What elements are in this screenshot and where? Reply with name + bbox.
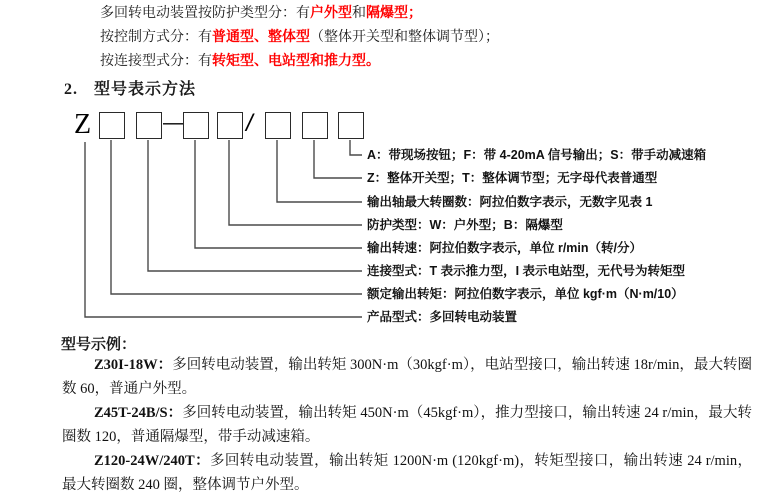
diagram-label-connection: 连接型式：T 表示推力型，I 表示电站型，无代号为转矩型: [367, 264, 686, 278]
section-title: 型号表示方法: [94, 81, 197, 98]
diagram-label-protection: 防护类型：W：户外型；B：隔爆型: [367, 218, 563, 232]
section-number: 2.: [64, 81, 78, 98]
diagram-label-options: A：带现场按钮；F：带 4-20mA 信号输出；S：带手动减速箱: [367, 148, 707, 162]
example-model-number: Z120-24W/240T：: [94, 453, 210, 469]
model-code-box-6: [302, 112, 328, 139]
slash-separator: /: [246, 110, 253, 137]
highlight-torque-station-thrust-type: 转矩型、电站型和推力型。: [212, 54, 380, 69]
diagram-label-product-type: 产品型式：多回转电动装置: [367, 310, 518, 324]
diagram-label-max-turns: 输出轴最大转圈数：阿拉伯数字表示，无数字见表 1: [367, 195, 653, 209]
intro-text: （整体开关型和整体调节型）；: [310, 30, 499, 45]
diagram-label-control-type: Z：整体开关型；T：整体调节型；无字母代表普通型: [367, 171, 658, 185]
examples-heading: 型号示例：: [61, 336, 137, 353]
model-prefix-letter: Z: [74, 109, 92, 140]
section-heading: [64, 76, 196, 99]
model-code-box-3: [183, 112, 209, 139]
example-item-1: [62, 354, 752, 402]
intro-text: 按连接型式分：有: [100, 54, 212, 69]
highlight-explosionproof-type: 隔爆型；: [366, 6, 422, 21]
model-code-box-7: [338, 112, 364, 139]
model-code-box-2: [136, 112, 162, 139]
example-description: 多回转电动装置，输出转矩 1200N·m (120kgf·m)，转矩型接口，输出转速 24 r/min，最大转圈数 240 圈，整体调节户外型。: [62, 453, 753, 493]
dash-separator: —: [163, 112, 183, 134]
intro-text: 和: [352, 6, 366, 21]
highlight-outdoor-type: 户外型: [310, 6, 352, 21]
model-code-box-5: [265, 112, 291, 139]
example-description: 多回转电动装置，输出转矩 300N·m（30kgf·m），电站型接口，输出转速 18r/min，最大转圈数 60，普通户外型。: [62, 357, 752, 397]
intro-line-control-modes: [100, 29, 499, 46]
intro-text: 多回转电动装置按防护类型分：有: [100, 6, 310, 21]
intro-line-connection-types: [100, 53, 380, 70]
example-model-number: Z30I-18W：: [94, 357, 173, 373]
example-description: 多回转电动装置，输出转矩 450N·m（45kgf·m），推力型接口，输出转速 24 r/min，最大转圈数 120，普通隔爆型，带手动减速箱。: [62, 405, 752, 445]
model-code-box-1: [99, 112, 125, 139]
highlight-ordinary-integral-type: 普通型、整体型: [212, 30, 310, 45]
intro-text: 按控制方式分：有: [100, 30, 212, 45]
example-model-number: Z45T-24B/S：: [94, 405, 183, 421]
intro-line-protection-types: [100, 5, 422, 22]
example-item-3: [62, 450, 752, 498]
diagram-label-output-speed: 输出转速：阿拉伯数字表示，单位 r/min（转/分）: [367, 241, 643, 255]
model-code-box-4: [217, 112, 243, 139]
example-item-2: [62, 402, 752, 450]
diagram-label-rated-torque: 额定输出转矩：阿拉伯数字表示，单位 kgf·m（N·m/10）: [367, 287, 684, 301]
